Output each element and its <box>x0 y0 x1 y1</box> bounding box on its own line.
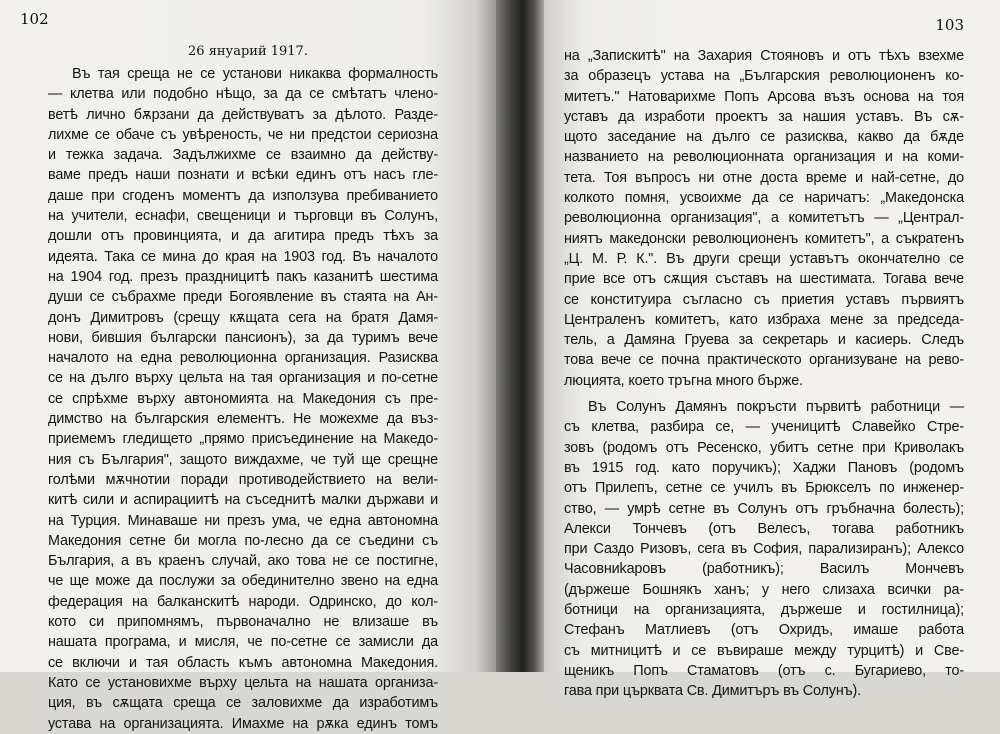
text-line: революционна организация", а комитетътъ — „Централ- <box>564 210 964 227</box>
text-line: се на дълго върху цельта на тая организация и по-сетне <box>48 370 438 387</box>
text-line: Въ тая среща не се установи никаква формалность <box>72 66 438 82</box>
left-page <box>0 0 496 732</box>
text-line: нови, бившия български пансионъ), за да туримъ вече <box>48 329 438 346</box>
left-page-text <box>48 64 438 734</box>
text-line: люцията, което тръгна много бърже. <box>564 372 803 389</box>
text-line: гава при църквата Св. Димитъръ въ Солунъ). <box>564 683 861 700</box>
text-line: и тежка задача. Задължихме се взаимно да действу- <box>48 147 438 164</box>
text-line: митетъ." Натоварихме Попъ Арсова възъ основа на тоя <box>564 88 964 105</box>
text-line: лихме се обаче съ увѣреность, че ни предстои сериозна <box>48 126 438 143</box>
text-line: на „Запискитѣ" на Захария Стояновъ и отъ тѣхъ взехме <box>564 48 964 64</box>
text-line: колкото помня, усвоихме да се наричатъ: „Македонска <box>564 190 964 207</box>
text-line: на 1904 год. презъ праздницитѣ пакъ казанитѣ шестима <box>48 268 438 285</box>
right-page-number: 103 <box>935 16 964 34</box>
text-line: тета. Тоя въпросъ ни отне доста време и най-сетне, до <box>564 169 964 186</box>
text-line: отъ Прилепъ, сетне се училъ въ Брюкселъ по инженер- <box>564 480 964 497</box>
text-line: Стефанъ Матлиевъ (отъ Охридъ, имаше работа <box>564 622 964 639</box>
text-line: на учители, еснафи, свещеници и търговци въ Солунъ, <box>48 208 438 225</box>
text-line: Часовниkаровъ (работникъ); Василъ Мончевъ <box>564 561 964 578</box>
text-line: началото на една революционна организация. Разисква <box>48 350 438 367</box>
text-line: Алекси Тончевъ (отъ Велесъ, тогава работникъ <box>564 520 964 537</box>
text-line: Централенъ комитетъ, като избраха мене за председа- <box>564 311 964 328</box>
text-line: души се събрахме преди Богоявление въ стаята на Ан- <box>48 289 438 306</box>
text-line: се конституира съгласно съ приетия уставъ първиятъ <box>564 291 964 308</box>
text-line: — клетва или подобно нѣщо, за да се смѣтатъ члено- <box>48 86 438 103</box>
text-line: щеникъ Попъ Стаматовъ (отъ с. Бугариево, то- <box>564 662 964 679</box>
text-line: се включи и тая область къмъ автономна Македония. <box>48 654 438 671</box>
text-line: ция, въ сѫщата среща се заловихме да изработимъ <box>48 695 438 712</box>
text-line: названието на революционната организация и на коми- <box>564 149 964 166</box>
text-line: идеята. Така се мина до края на 1903 год. Въ началото <box>48 248 438 265</box>
text-line: ветѣ лично бѫрзани да действуватъ за дѣлото. Разде- <box>48 106 438 123</box>
text-line: китѣ сили и аспирациитѣ на съседнитѣ малки държави и <box>48 492 438 509</box>
book-gutter <box>496 0 544 672</box>
right-page <box>544 0 1000 700</box>
text-line: ботници на организацията, държеше и гостилница); <box>564 602 964 619</box>
text-line: „Ц. М. Р. К.". Въ други срещи уставътъ окончателно се <box>564 250 964 267</box>
text-line: при Саздо Ризовъ, сега въ София, парализиранъ); Алексо <box>564 541 964 558</box>
text-line: Македония сетне би могла по-лесно да се съедини съ <box>48 532 438 549</box>
text-line: Въ Солунъ Дамянъ покръсти първитѣ работници — <box>588 399 964 416</box>
text-line: прие все отъ сѫщия съставъ на шестимата. Тогава вече <box>564 271 964 288</box>
text-line: уставъ да изработи проектъ за нашия уставъ. Въ сѫ- <box>564 108 964 125</box>
text-line: за образецъ устава на „Българския революционенъ ко- <box>564 68 964 85</box>
text-line: устава на организацията. Имахме на рѫка единъ томъ <box>48 715 438 732</box>
text-line: ваме предъ наши познати и всѣки единъ отъ насъ гле- <box>48 167 438 184</box>
text-line: на Турция. Минаваше ни презъ ума, че една автономна <box>48 512 438 529</box>
text-line: ния съ България", защото виждахме, че туй ще срещне <box>48 451 438 468</box>
text-line: ниятъ македонски революционенъ комитетъ", а съкратенъ <box>564 230 964 247</box>
text-line: приемемъ гледището „прямо присъединение на Македо- <box>48 431 438 448</box>
text-line: кото си припомнямъ, първоначално не влизаше въ <box>48 614 438 631</box>
text-line: въ 1915 год. като поручикъ); Хаджи Пановъ (родомъ <box>564 459 964 476</box>
text-line: тель, а Дамяна Груева за секретарь и касиерь. Следъ <box>564 332 964 349</box>
text-line: нашата програма, и мисля, че по-сетне се замисли да <box>48 634 438 651</box>
text-line: димство на българския елементъ. Не можехме да въз- <box>48 411 438 428</box>
text-line: съ клетва, разбира се, — ученицитѣ Славейко Стре- <box>564 419 964 436</box>
text-line: това вече се почна практическото организуване на рево- <box>564 352 964 369</box>
text-line: донъ Димитровъ (срещу кѫщата сега на братя Дамя- <box>48 309 438 326</box>
text-line: дошли отъ провинциятa, и да агитира предъ тѣхъ за <box>48 228 438 245</box>
text-line: България, а въ краенъ случай, ако това не се постигне, <box>48 553 438 570</box>
text-line: даше при сгоденъ моментъ да използува пребиванието <box>48 187 438 204</box>
text-line: Като се установихме върху цельта на нашата организа- <box>48 674 438 691</box>
text-line: федерация на балканскитѣ народи. Одринско, до кол- <box>48 593 438 610</box>
text-line: се спрѣхме върху автономията на Македония съ пре- <box>48 390 438 407</box>
text-line: (държеше Бошнякъ ханъ; у него слизаха всички ра- <box>564 581 964 598</box>
text-line: съ митницитѣ и се въвираше между турцитѣ) и Све- <box>564 642 964 659</box>
text-line: зовъ (родомъ отъ Ресенско, убитъ сетне при Криволакъ <box>564 439 964 456</box>
text-line: ство, — умрѣ сетне въ Солунъ отъ гръбначна болесть); <box>564 500 964 517</box>
text-line: голѣми мѫчнотии поради противодействието на вели- <box>48 471 438 488</box>
text-line: щото заседание на дълго се разисква, какво да бѫде <box>564 129 964 146</box>
running-header: 26 януарий 1917. <box>188 44 308 59</box>
right-page-text <box>564 46 964 702</box>
text-line: че ще може да послужи за обединително звено на една <box>48 573 438 590</box>
left-page-number: 102 <box>20 10 49 28</box>
